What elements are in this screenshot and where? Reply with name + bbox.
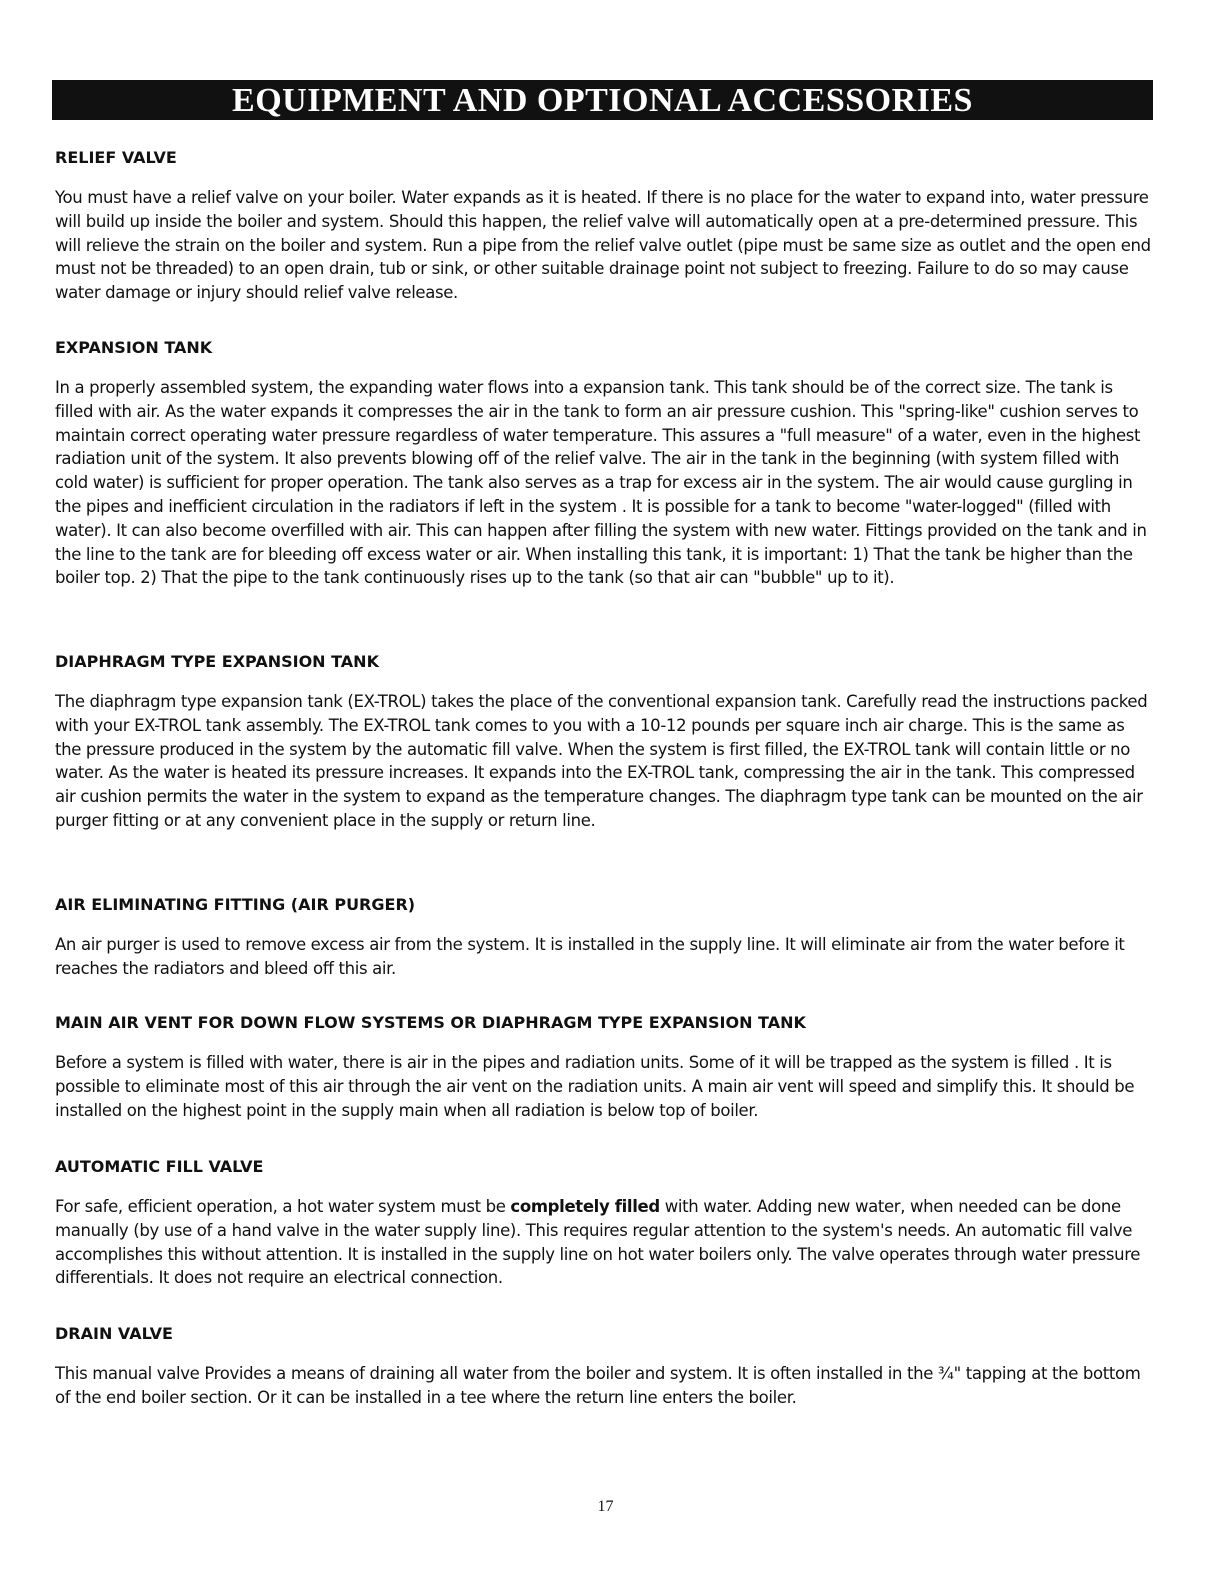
body-text-pre: For safe, efficient operation, a hot water system must be [55, 1197, 511, 1216]
section-heading: DIAPHRAGM TYPE EXPANSION TANK [55, 652, 379, 671]
body-text-emphasis: completely filled [510, 1197, 660, 1216]
section-automatic-fill-valve [55, 1157, 1155, 1290]
section-body [55, 1195, 1155, 1290]
section-heading: RELIEF VALVE [55, 148, 177, 167]
section-diaphragm-expansion-tank [55, 652, 1155, 833]
section-body: You must have a relief valve on your boiler. Water expands as it is heated. If there is no place for the water to expand into, water pressure will build up inside the boiler and system. Should this happen, the relief valve will automatically open at a pre-determined pressure. This will relieve the strain on the boiler and system. Run a pipe from the relief valve outlet (pipe must be same size as outlet and the open end must not be threaded) to an open drain, tub or sink, or other suitable drainage point not subject to freezing. Failure to do so may cause water damage or injury should relief valve release. [55, 188, 1151, 303]
section-air-purger [55, 895, 1155, 981]
section-heading: DRAIN VALVE [55, 1324, 173, 1343]
section-drain-valve [55, 1324, 1155, 1410]
section-heading: AUTOMATIC FILL VALVE [55, 1157, 264, 1176]
page-number: 17 [597, 1498, 614, 1515]
section-body: In a properly assembled system, the expanding water flows into a expansion tank. This tank should be of the correct size. The tank is filled with air. As the water expands it compresses the air in the tank to form an air pressure cushion. This "spring-like" cushion serves to maintain correct operating water pressure regardless of water temperature. This assures a "full measure" of a water, even in the highest radiation unit of the system. It also prevents blowing off of the relief valve. The air in the tank in the beginning (with system filled with cold water) is sufficient for proper operation. The tank also serves as a trap for excess air in the system. The air would cause gurgling in the pipes and inefficient circulation in the radiators if left in the system . It is possible for a tank to become "water-logged" (filled with water). It can also become overfilled with air. This can happen after filling the system with new water. Fittings provided on the tank and in the line to the tank are for bleeding off excess water or air. When installing this tank, it is important: 1) That the tank be higher than the boiler top. 2) That the pipe to the tank continuously rises up to the tank (so that air can "bubble" up to it). [55, 378, 1147, 588]
section-heading: EXPANSION TANK [55, 338, 213, 357]
body-text-post: with water. Adding new water, when needed can be done manually (by use of a hand valve in the water supply line). This requires regular attention to the system's needs. An automatic fill valve accomplishes this without attention. It is installed in the supply line on hot water boilers only. The valve operates through water pressure differentials. It does not require an electrical connection. [55, 1197, 1141, 1288]
section-body: Before a system is filled with water, there is air in the pipes and radiation units. Some of it will be trapped as the system is filled . It is possible to eliminate most of this air through the air vent on the radiation units. A main air vent will speed and simplify this. It should be installed on the highest point in the supply main when all radiation is below top of boiler. [55, 1053, 1135, 1120]
section-body: An air purger is used to remove excess air from the system. It is installed in the supply line. It will eliminate air from the water before it reaches the radiators and bleed off this air. [55, 935, 1125, 978]
section-heading: MAIN AIR VENT FOR DOWN FLOW SYSTEMS OR DIAPHRAGM TYPE EXPANSION TANK [55, 1013, 806, 1032]
section-expansion-tank [55, 338, 1155, 590]
section-relief-valve [55, 148, 1155, 305]
page-title-banner: EQUIPMENT AND OPTIONAL ACCESSORIES [52, 80, 1153, 120]
section-main-air-vent [55, 1013, 1155, 1122]
section-heading: AIR ELIMINATING FITTING (AIR PURGER) [55, 895, 416, 914]
section-body: This manual valve Provides a means of draining all water from the boiler and system. It is often installed in the ¾" tapping at the bottom of the end boiler section. Or it can be installed in a tee where the return line enters the boiler. [55, 1364, 1141, 1407]
section-body: The diaphragm type expansion tank (EX-TROL) takes the place of the conventional expansion tank. Carefully read the instructions packed with your EX-TROL tank assembly. The EX-TROL tank comes to you with a 10-12 pounds per square inch air charge. This is the same as the pressure produced in the system by the automatic fill valve. When the system is first filled, the EX-TROL tank will contain little or no water. As the water is heated its pressure increases. It expands into the EX-TROL tank, compressing the air in the tank. This compressed air cushion permits the water in the system to expand as the temperature changes. The diaphragm type tank can be mounted on the air purger fitting or at any convenient place in the supply or return line. [55, 692, 1148, 830]
